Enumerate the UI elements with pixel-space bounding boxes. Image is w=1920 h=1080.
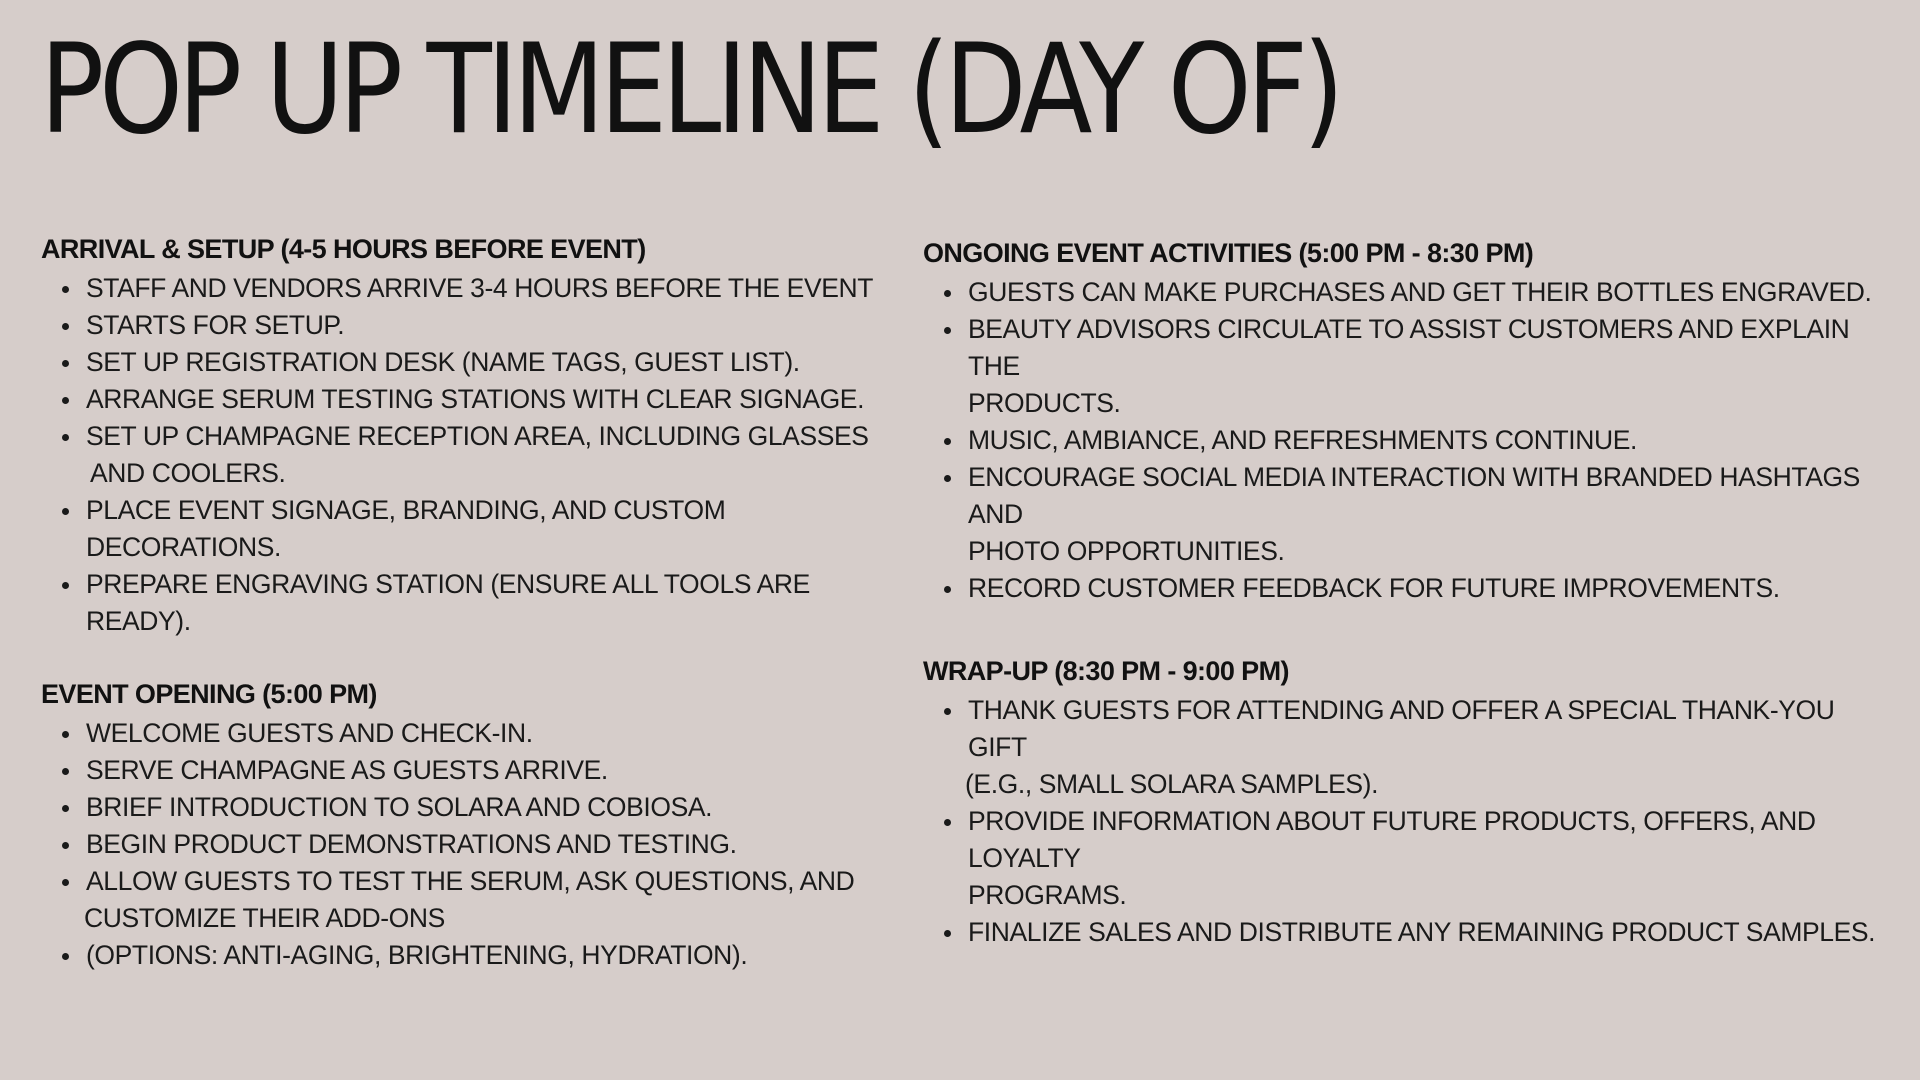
list-item [86, 863, 921, 937]
section-ongoing-activities [923, 234, 1893, 607]
section-heading: ARRIVAL & SETUP (4-5 HOURS BEFORE EVENT) [41, 234, 646, 264]
list-item [86, 789, 921, 826]
list-item-text: RECORD CUSTOMER FEEDBACK FOR FUTURE IMPROVEMENTS. [968, 573, 1780, 603]
section-event-opening [41, 675, 921, 974]
list-item-text: FINALIZE SALES AND DISTRIBUTE ANY REMAINING PRODUCT SAMPLES. [968, 917, 1876, 947]
bullet-list [923, 692, 1893, 951]
list-item-text: ARRANGE SERUM TESTING STATIONS WITH CLEAR SIGNAGE. [86, 384, 865, 414]
list-item-text: SERVE CHAMPAGNE AS GUESTS ARRIVE. [86, 755, 608, 785]
list-item [86, 418, 921, 492]
page-title: POP UP TIMELINE (DAY OF) [40, 18, 1340, 162]
bullet-list [41, 270, 921, 640]
list-item [968, 803, 1893, 914]
list-item-text: BRIEF INTRODUCTION TO SOLARA AND COBIOSA. [86, 792, 713, 822]
list-item [968, 914, 1893, 951]
list-item [86, 937, 921, 974]
list-item-text: BEAUTY ADVISORS CIRCULATE TO ASSIST CUSTOMERS AND EXPLAIN THE [968, 314, 1850, 381]
list-item-text: THANK GUESTS FOR ATTENDING AND OFFER A SPECIAL THANK-YOU GIFT [968, 695, 1835, 762]
list-item-text: PLACE EVENT SIGNAGE, BRANDING, AND CUSTOM DECORATIONS. [86, 495, 726, 562]
list-item-text-continued: CUSTOMIZE THEIR ADD-ONS [84, 903, 445, 933]
list-item-text-continued: (E.G., SMALL SOLARA SAMPLES). [965, 769, 1379, 799]
list-item-text: BEGIN PRODUCT DEMONSTRATIONS AND TESTING. [86, 829, 737, 859]
list-item-text: PROVIDE INFORMATION ABOUT FUTURE PRODUCTS, OFFERS, AND LOYALTY [968, 806, 1816, 873]
section-heading: EVENT OPENING (5:00 PM) [41, 679, 377, 709]
section-arrival-setup [41, 230, 921, 640]
list-item-text: STARTS FOR SETUP. [86, 310, 345, 340]
bullet-list [923, 274, 1893, 607]
list-item-text-continued: PRODUCTS. [968, 388, 1121, 418]
list-item-text: (OPTIONS: ANTI-AGING, BRIGHTENING, HYDRATION). [86, 940, 748, 970]
list-item [86, 566, 921, 640]
list-item [968, 459, 1893, 570]
list-item [86, 381, 921, 418]
list-item-text: WELCOME GUESTS AND CHECK-IN. [86, 718, 533, 748]
list-item-text: ENCOURAGE SOCIAL MEDIA INTERACTION WITH BRANDED HASHTAGS AND [968, 462, 1860, 529]
list-item [86, 270, 921, 307]
list-item-text: ALLOW GUESTS TO TEST THE SERUM, ASK QUESTIONS, AND [86, 866, 855, 896]
list-item-text: GUESTS CAN MAKE PURCHASES AND GET THEIR BOTTLES ENGRAVED. [968, 277, 1872, 307]
list-item [86, 826, 921, 863]
list-item [968, 422, 1893, 459]
section-wrap-up [923, 652, 1893, 951]
section-heading: WRAP-UP (8:30 PM - 9:00 PM) [923, 656, 1289, 686]
list-item [86, 307, 921, 344]
list-item [86, 344, 921, 381]
list-item [86, 492, 921, 566]
list-item [968, 570, 1893, 607]
list-item-text-continued: PROGRAMS. [968, 880, 1127, 910]
list-item-text: PREPARE ENGRAVING STATION (ENSURE ALL TOOLS ARE READY). [86, 569, 810, 636]
section-heading: ONGOING EVENT ACTIVITIES (5:00 PM - 8:30 PM) [923, 238, 1534, 268]
list-item-text-continued: PHOTO OPPORTUNITIES. [968, 536, 1285, 566]
list-item [86, 715, 921, 752]
list-item [968, 311, 1893, 422]
list-item [86, 752, 921, 789]
list-item-text: MUSIC, AMBIANCE, AND REFRESHMENTS CONTINUE. [968, 425, 1637, 455]
list-item [965, 692, 1893, 803]
list-item-text: SET UP REGISTRATION DESK (NAME TAGS, GUEST LIST). [86, 347, 800, 377]
list-item-text-continued: AND COOLERS. [90, 458, 286, 488]
list-item-text: SET UP CHAMPAGNE RECEPTION AREA, INCLUDING GLASSES [86, 421, 869, 451]
bullet-list [41, 715, 921, 974]
list-item [968, 274, 1893, 311]
list-item-text: STAFF AND VENDORS ARRIVE 3-4 HOURS BEFORE THE EVENT [86, 273, 874, 303]
